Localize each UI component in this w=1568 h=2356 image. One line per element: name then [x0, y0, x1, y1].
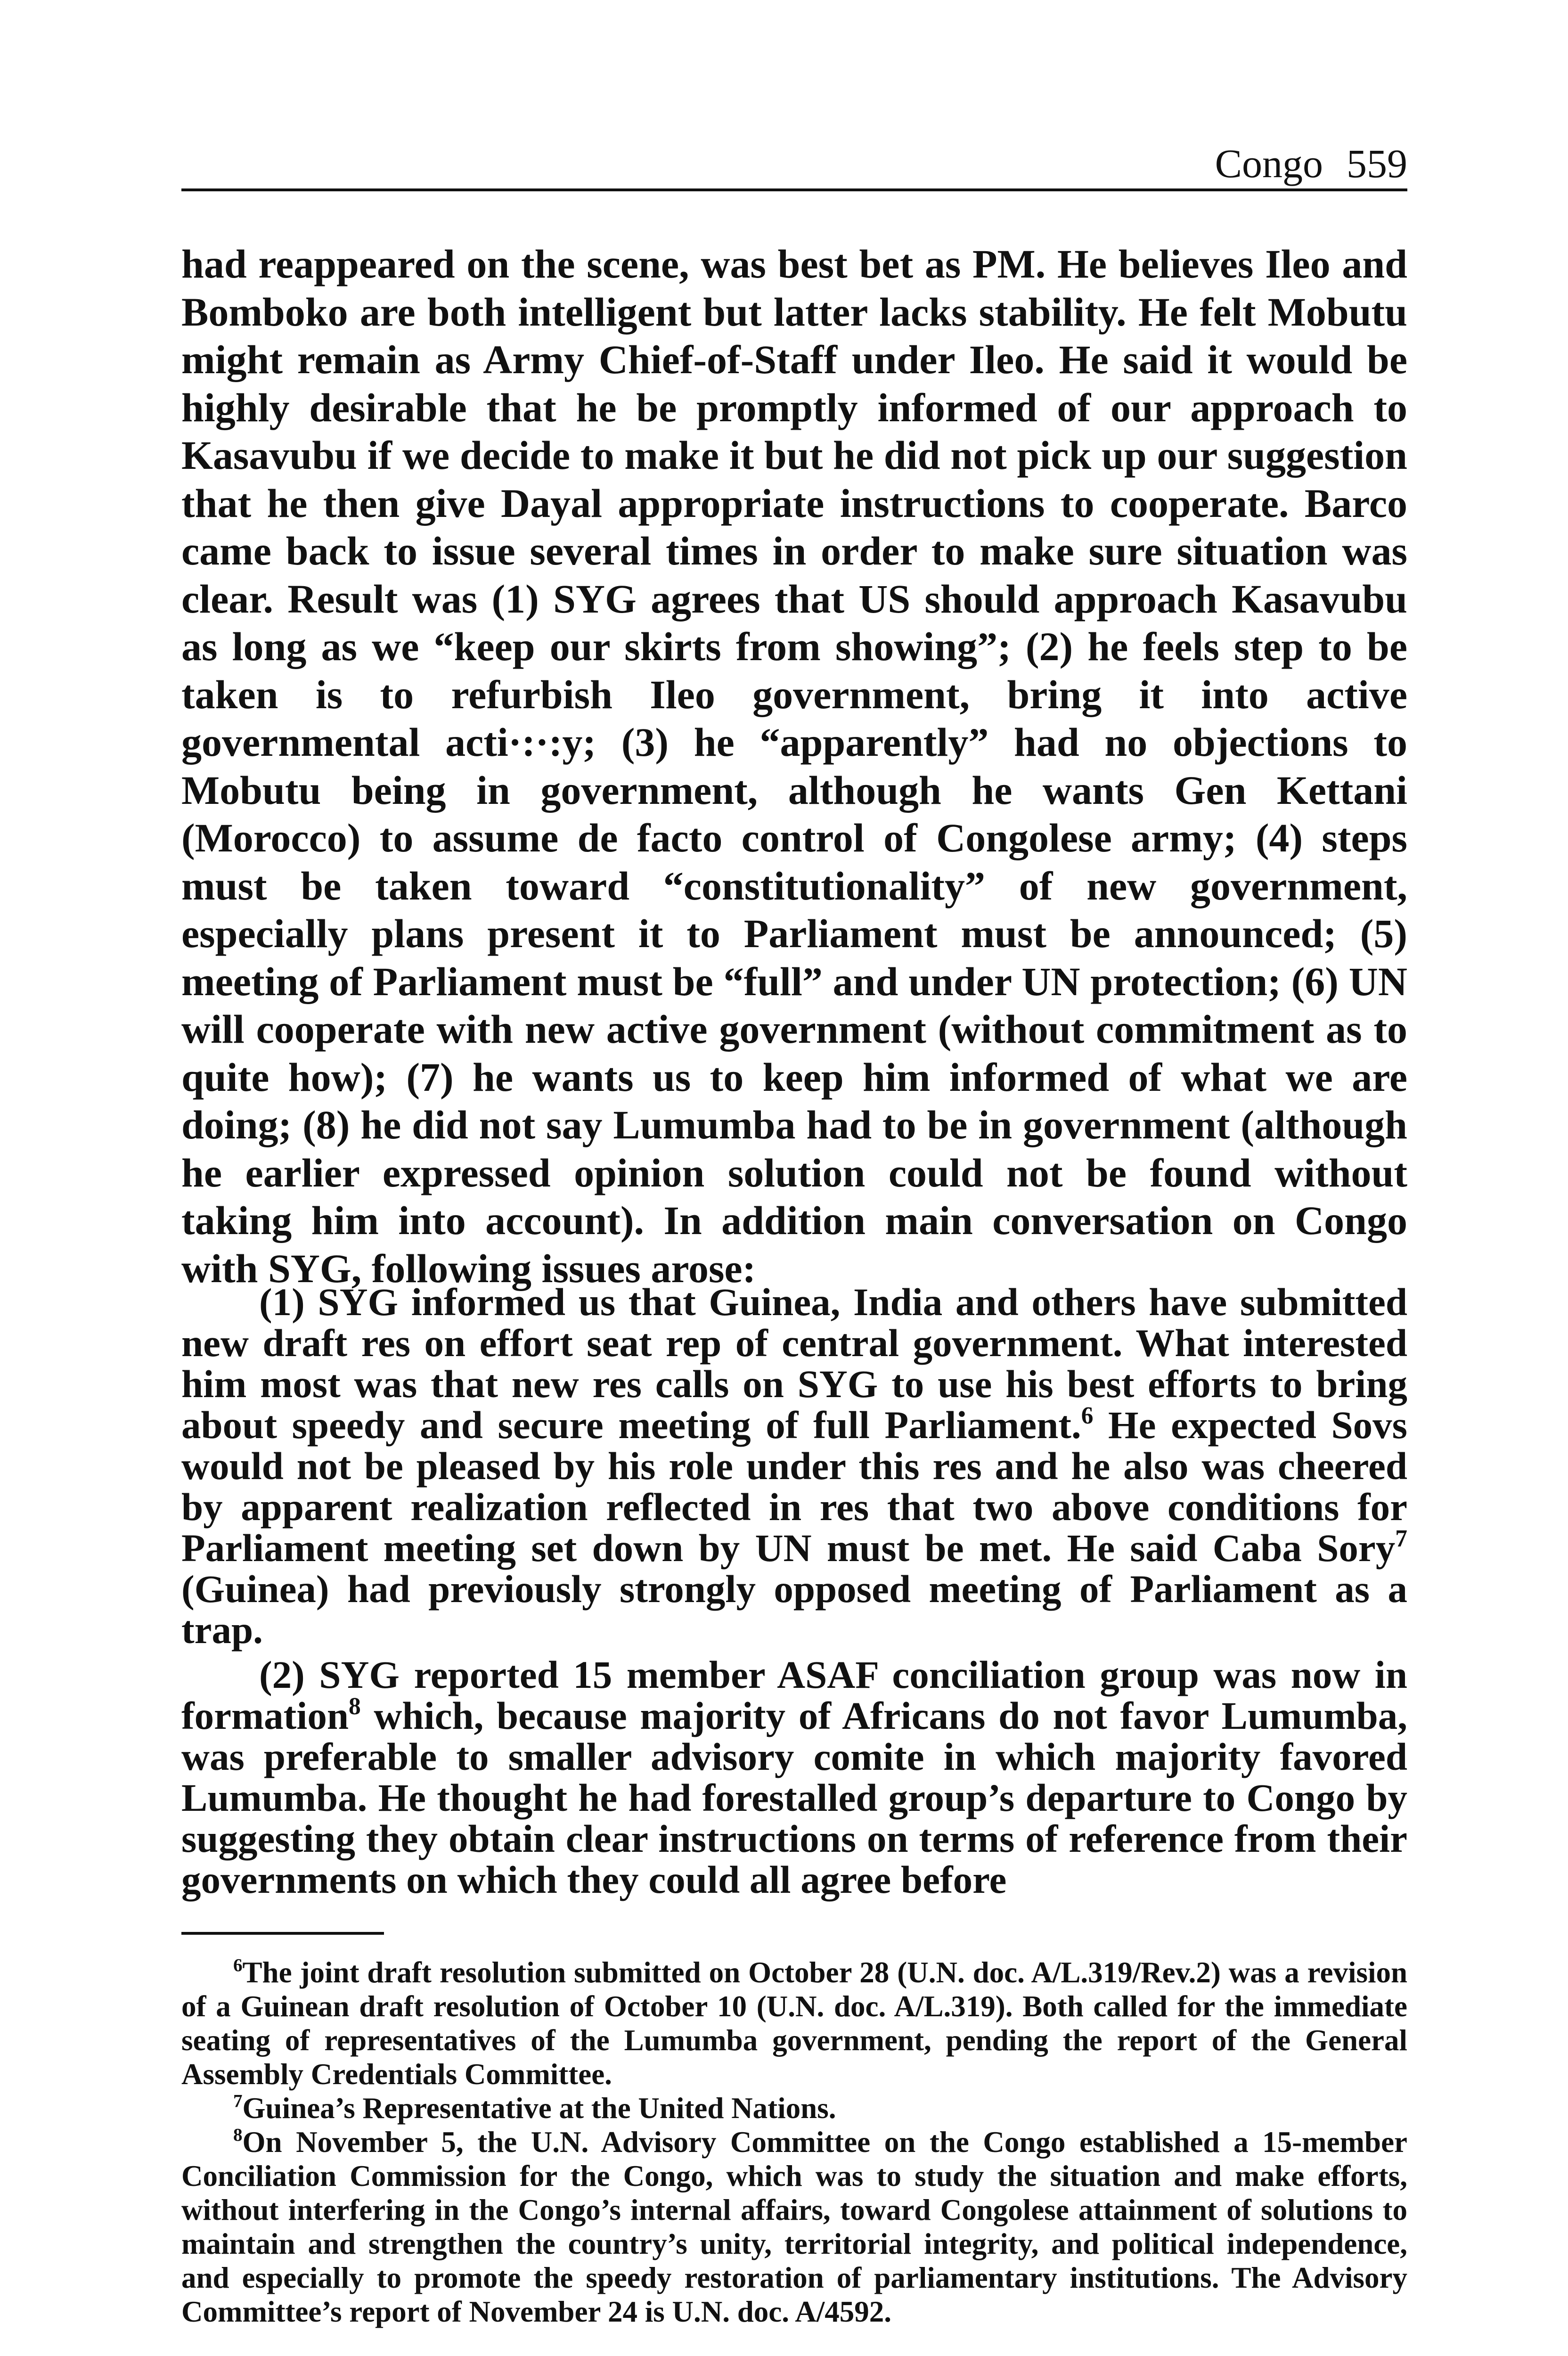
footnote-divider — [181, 1932, 384, 1935]
item-2-text-after: which, because majority of Africans do not favor Lumumba, was preferable to smaller advisory comite in which majority favored Lumumba. He thought he had forestalled group’s departure to Congo by suggesting they obtain clear instructions on terms of reference from their governments on which they could all agree before — [181, 1694, 1407, 1901]
footnote-8 — [181, 2125, 1407, 2329]
numbered-items — [181, 1282, 1407, 1900]
footnote-ref-8: 8 — [348, 1693, 361, 1720]
item-1 — [181, 1282, 1407, 1651]
item-1-text-before: (1) SYG informed us that Guinea, India and others have submitted new draft res on effort seat rep of central government. What interested him most was that new res calls on SYG to use his best efforts to bring about speedy and secure meeting of full Parliament. — [181, 1280, 1407, 1447]
footnote-text: On November 5, the U.N. Advisory Committee on the Congo established a 15-member Conciliation Commission for the Congo, which was to study the situation and make efforts, without interfering in the Congo’s internal affairs, toward Congolese attainment of solutions to maintain and strengthen the country’s unity, territorial integrity, and political independence, and especially to promote the speedy restoration of parliamentary institutions. The Advisory Committee’s report of November 24 is U.N. doc. A/4592. — [181, 2126, 1407, 2328]
footnote-number: 7 — [233, 2091, 243, 2111]
item-1-text-after: (Guinea) had previously strongly opposed meeting of Parliament as a trap. — [181, 1567, 1407, 1652]
main-paragraph: had reappeared on the scene, was best bet as PM. He believes Ileo and Bomboko are both intelligent but latter lacks stability. He felt Mobutu might remain as Army Chief-of-Staff under Ileo. He said it would be highly desirable that he be promptly informed of our approach to Kasavubu if we decide to make it but he did not pick up our suggestion that he then give Dayal appropriate instructions to cooperate. Barco came back to issue several times in order to make sure situation was clear. Result was (1) SYG agrees that US should approach Kasavubu as long as we “keep our skirts from showing”; (2) he feels step to be taken is to refurbish Ileo government, bring it into active governmental acti·:·:y; (3) he “apparently” had no objections to Mobutu being in government, although he wants Gen Kettani (Morocco) to assume de facto control of Congolese army; (4) steps must be taken toward “constitutionality” of new government, especially plans present it to Parliament must be announced; (5) meeting of Parliament must be “full” and under UN protection; (6) UN will cooperate with new active government (without commitment as to quite how); (7) he wants us to keep him informed of what we are doing; (8) he did not say Lumumba had to be in government (although he earlier expressed opinion solution could not be found without taking him into account). In addition main conversation on Congo with SYG, following issues arose: — [181, 241, 1407, 1291]
footnote-7 — [181, 2091, 1407, 2125]
item-2-text-before: (2) SYG reported 15 member ASAF conciliation group was now in formation — [181, 1653, 1407, 1737]
running-header — [181, 137, 1407, 191]
footnote-6 — [181, 1955, 1407, 2091]
footnotes — [181, 1955, 1407, 2329]
page-number: 559 — [1347, 141, 1407, 186]
header-text — [1215, 143, 1407, 184]
footnote-ref-7: 7 — [1395, 1525, 1407, 1553]
footnote-text: Guinea’s Representative at the United Nations. — [242, 2092, 836, 2125]
footnote-ref-6: 6 — [1081, 1402, 1094, 1430]
footnote-text: The joint draft resolution submitted on October 28 (U.N. doc. A/L.319/Rev.2) was a revision of a Guinean draft resolution of October 10 (U.N. doc. A/L.319). Both called for the immediate seating of representatives of the Lumumba government, pending the report of the General Assembly Credentials Committee. — [181, 1956, 1407, 2091]
item-1-text-middle: He expected Sovs would not be pleased by his role under this res and he also was cheered by apparent realization reflected in res that two above conditions for Parliament meeting set down by UN must be met. He said Caba Sory — [181, 1403, 1407, 1570]
item-2 — [181, 1654, 1407, 1900]
header-title: Congo — [1215, 141, 1323, 186]
footnote-number: 6 — [233, 1955, 243, 1976]
footnote-number: 8 — [233, 2125, 243, 2145]
